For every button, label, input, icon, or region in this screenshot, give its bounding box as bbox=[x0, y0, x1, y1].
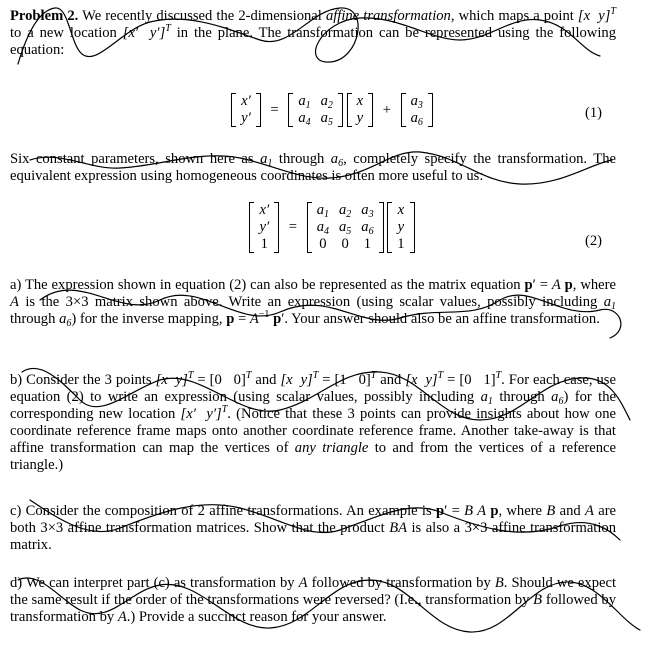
part-a: a) The expression shown in equation (2) can also be represented as the matrix equation p′ = A p, where A is the 3×3 matrix shown above. Write an expression (using scalar values, possibly including $a_1$ through $a_6$) for the inverse mapping, $p = A^{-1}$ p′. Your answer should also be an affine transformation. bbox=[10, 277, 616, 329]
part-d: d) We can interpret part (c) as transformation by A followed by transformation by B. Should we expect the same result if the order of the transformations were reversed? (I.e., transformation by B followed by transformation by A.) Provide a succinct reason for your answer. bbox=[10, 575, 616, 625]
equation-1-number: (1) bbox=[584, 105, 602, 121]
part-b: b) Consider the 3 points [x y]$^T$ = [0 0]$^T$ and [x y]$^T$ = [1 0]$^T$ and [x y]$^T$ = [0 1]$^T$. For each case, use equation (2) to write an expression (using scalar values, possibly including $a_1$ through $a_6$) for the corresponding new location [x′ y′]$^T$. (Notice that these 3 points can provide insights about how one coordinate reference frame maps onto another coordinate reference frame. Another take-away is that affine transformation can map the vertices of any triangle to and from the vertices of a reference triangle.) bbox=[10, 370, 617, 473]
parameters-paragraph: Six constant parameters, shown here as $a_1$ through $a_6$, completely specify the transformation. The equivalent expression using homogeneous coordinates is often more useful to us: bbox=[10, 151, 616, 184]
equation-2-number: (2) bbox=[584, 233, 602, 249]
affine-transformation-term: affine transformation bbox=[325, 8, 451, 24]
equation-1: x′ y′ = $a_1$ $a_2$ $a_4$ $a_5$ x y + $a_3$ $a_6$ bbox=[0, 93, 664, 127]
part-c: c) Consider the composition of 2 affine transformations. An example is p′ = B A p, where B and A are both 3×3 affine transformation matrices. Show that the product BA is also a 3×3 affine transformation matrix. bbox=[10, 503, 617, 553]
problem-intro: Problem 2. We recently discussed the 2-dimensional affine transformation, which maps a point [x y]$^T$ to a new location [x′ y′]$^T$ in the plane. The transformation can be represented using the following equation: bbox=[10, 6, 616, 58]
equation-2: x′ y′ 1 = $a_1$ $a_2$ $a_3$ $a_4$ $a_5$ $a_6$ 0 0 1 x y 1 bbox=[0, 202, 664, 253]
problem-label: Problem 2. bbox=[10, 8, 79, 24]
